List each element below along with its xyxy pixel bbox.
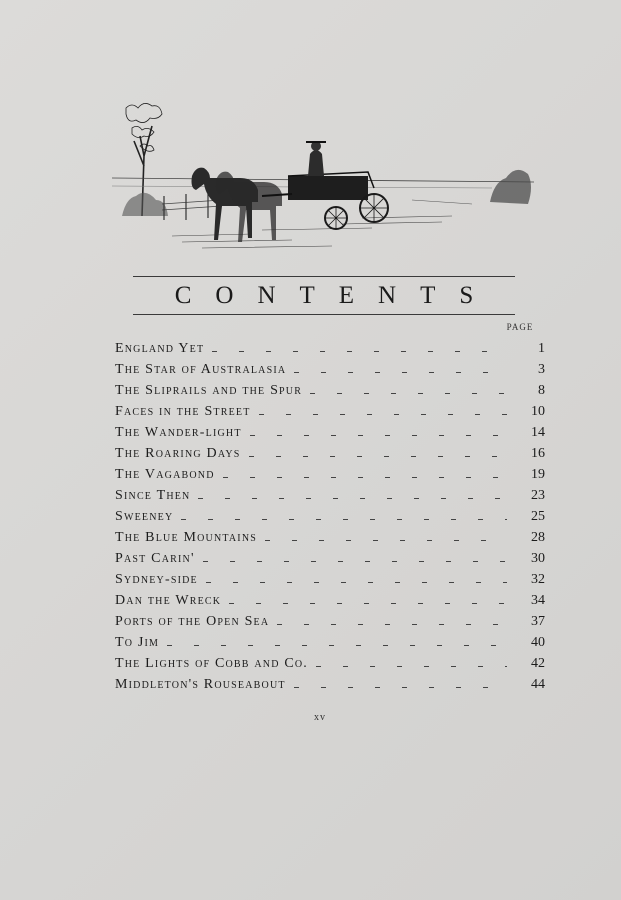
toc-entry-page: 19 [531,467,545,482]
toc-entry-title: Sweeney [115,509,174,524]
toc-entry [115,506,545,527]
heading-rule-bottom [133,314,515,315]
toc-entry-title: Dan the Wreck [115,593,222,608]
dot-leader [198,491,507,501]
toc-entry-page: 16 [531,446,545,461]
toc-entry-title: Sydney-side [115,572,198,587]
toc-entry-title: Since Then [115,488,191,503]
toc-entry-page: 30 [531,551,545,566]
toc-entry [115,422,545,443]
toc-entry-page: 34 [531,593,545,608]
toc-entry-page: 42 [531,656,545,671]
dot-leader [316,659,507,669]
toc-entry [115,380,545,401]
toc-entry [115,569,545,590]
toc-entry [115,632,545,653]
toc-entry-title: Middleton's Rouseabout [115,677,286,692]
toc-entry-title: To Jim [115,635,160,650]
toc-entry-title: The Roaring Days [115,446,241,461]
dot-leader [277,617,507,627]
toc-entry-page: 25 [531,509,545,524]
dot-leader [206,575,507,585]
toc-entry [115,653,545,674]
toc-entry-page: 3 [538,362,545,377]
dot-leader [259,407,507,417]
dot-leader [250,428,507,438]
toc-entry-page: 1 [538,341,545,356]
dot-leader [203,554,507,564]
toc-entry-title: The Vagabond [115,467,215,482]
toc-entry [115,548,545,569]
table-of-contents [115,338,545,695]
page-folio: xv [314,712,326,723]
dot-leader [181,512,507,522]
toc-entry-title: The Wander-light [115,425,242,440]
toc-entry-page: 40 [531,635,545,650]
toc-entry [115,674,545,695]
toc-entry-page: 8 [538,383,545,398]
toc-entry [115,359,545,380]
toc-entry-title: The Sliprails and the Spur [115,383,303,398]
contents-heading: CONTENTS [174,282,498,309]
horse-wagon-illustration [112,96,534,262]
toc-entry-title: The Blue Mountains [115,530,258,545]
toc-entry [115,611,545,632]
toc-entry-page: 32 [531,572,545,587]
toc-entry-page: 23 [531,488,545,503]
toc-entry-page: 14 [531,425,545,440]
toc-entry-title: Faces in the Street [115,404,251,419]
toc-entry-page: 44 [531,677,545,692]
toc-entry-title: Ports of the Open Sea [115,614,270,629]
toc-entry [115,401,545,422]
dot-leader [294,365,507,375]
heading-rule-top [133,276,515,277]
toc-entry [115,590,545,611]
dot-leader [229,596,507,606]
toc-entry-title: The Lights of Cobb and Co. [115,656,308,671]
toc-entry-page: 37 [531,614,545,629]
toc-entry-title: The Star of Australasia [115,362,287,377]
toc-entry [115,443,545,464]
toc-entry-page: 28 [531,530,545,545]
page-column-label: PAGE [506,322,534,332]
dot-leader [212,344,507,354]
toc-entry [115,527,545,548]
toc-entry [115,464,545,485]
dot-leader [265,533,507,543]
dot-leader [223,470,507,480]
dot-leader [249,449,507,459]
toc-entry [115,338,545,359]
toc-entry-page: 10 [531,404,545,419]
toc-entry-title: England Yet [115,341,205,356]
toc-entry-title: Past Carin' [115,551,195,566]
toc-entry [115,485,545,506]
dot-leader [310,386,507,396]
dot-leader [294,680,507,690]
dot-leader [167,638,507,648]
